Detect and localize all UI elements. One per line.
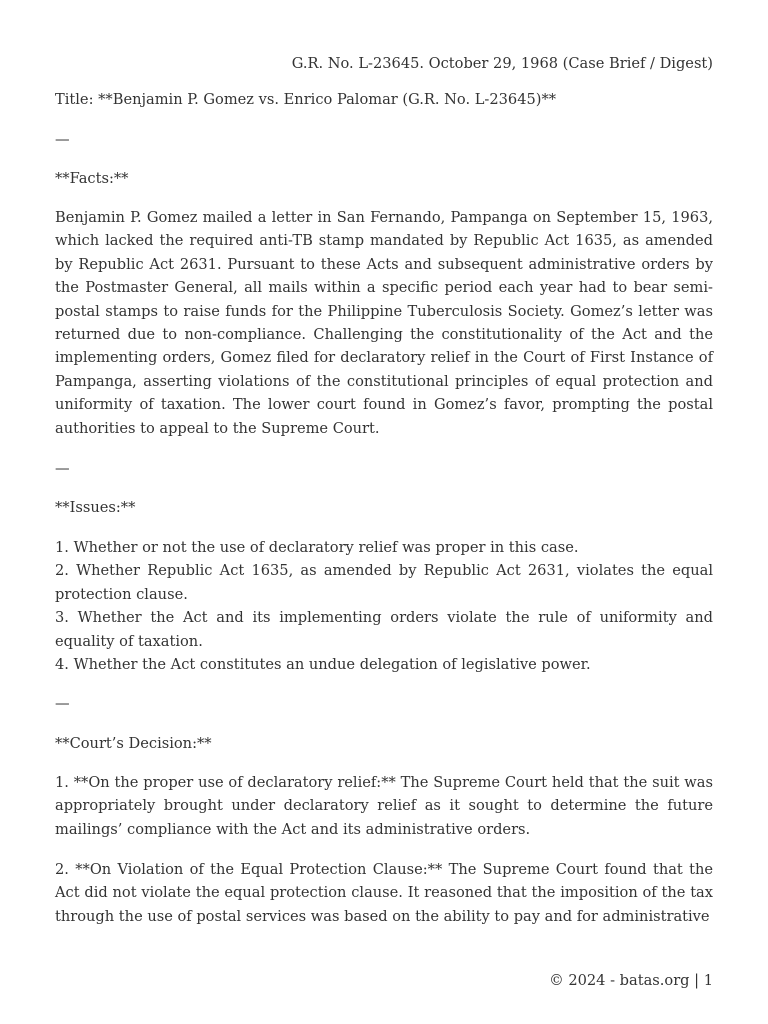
page-footer: © 2024 - batas.org | 1 — [549, 972, 713, 989]
issues-list — [55, 536, 713, 676]
decision-paragraph: 1. **On the proper use of declaratory relief:** The Supreme Court held that the suit was appropriately brought under declaratory relief as it sought to determine the future mailings’ compliance with the Act and its administrative orders. — [55, 774, 713, 838]
facts-heading: **Facts:** — [55, 170, 129, 187]
decision-paragraph: 2. **On Violation of the Equal Protection Clause:** The Supreme Court found that the Act did not violate the equal protection clause. It reasoned that the imposition of the tax through the use of postal services was based on the ability to pay and for administrative — [55, 861, 713, 925]
decision-heading: **Court’s Decision:** — [55, 735, 212, 752]
divider: — — [55, 695, 70, 712]
divider: — — [55, 131, 70, 148]
case-title: Title: **Benjamin P. Gomez vs. Enrico Palomar (G.R. No. L-23645)** — [55, 91, 557, 108]
issue-item: 1. Whether or not the use of declaratory relief was proper in this case. — [55, 539, 579, 556]
issue-item: 2. Whether Republic Act 1635, as amended by Republic Act 2631, violates the equal protection clause. — [55, 562, 713, 603]
case-reference-header: G.R. No. L-23645. October 29, 1968 (Case Brief / Digest) — [291, 55, 713, 72]
divider: — — [55, 460, 70, 477]
facts-paragraph: Benjamin P. Gomez mailed a letter in San Fernando, Pampanga on September 15, 1963, which lacked the required anti-TB stamp mandated by Republic Act 1635, as amended by Republic Act 2631. Pursuant to these Acts and subsequent administrative orders by the Postmaster General, all mails within a specific period each year had to bear semi-postal stamps to raise funds for the Philippine Tuberculosis Society. Gomez’s letter was returned due to non-compliance. Challenging the constitutionality of the Act and the implementing orders, Gomez filed for declaratory relief in the Court of First Instance of Pampanga, asserting violations of the constitutional principles of equal protection and uniformity of taxation. The lower court found in Gomez’s favor, prompting the postal authorities to appeal to the Supreme Court. — [55, 209, 713, 437]
issue-item: 3. Whether the Act and its implementing orders violate the rule of uniformity and equality of taxation. — [55, 609, 713, 650]
issues-heading: **Issues:** — [55, 499, 136, 516]
issue-item: 4. Whether the Act constitutes an undue delegation of legislative power. — [55, 656, 591, 674]
